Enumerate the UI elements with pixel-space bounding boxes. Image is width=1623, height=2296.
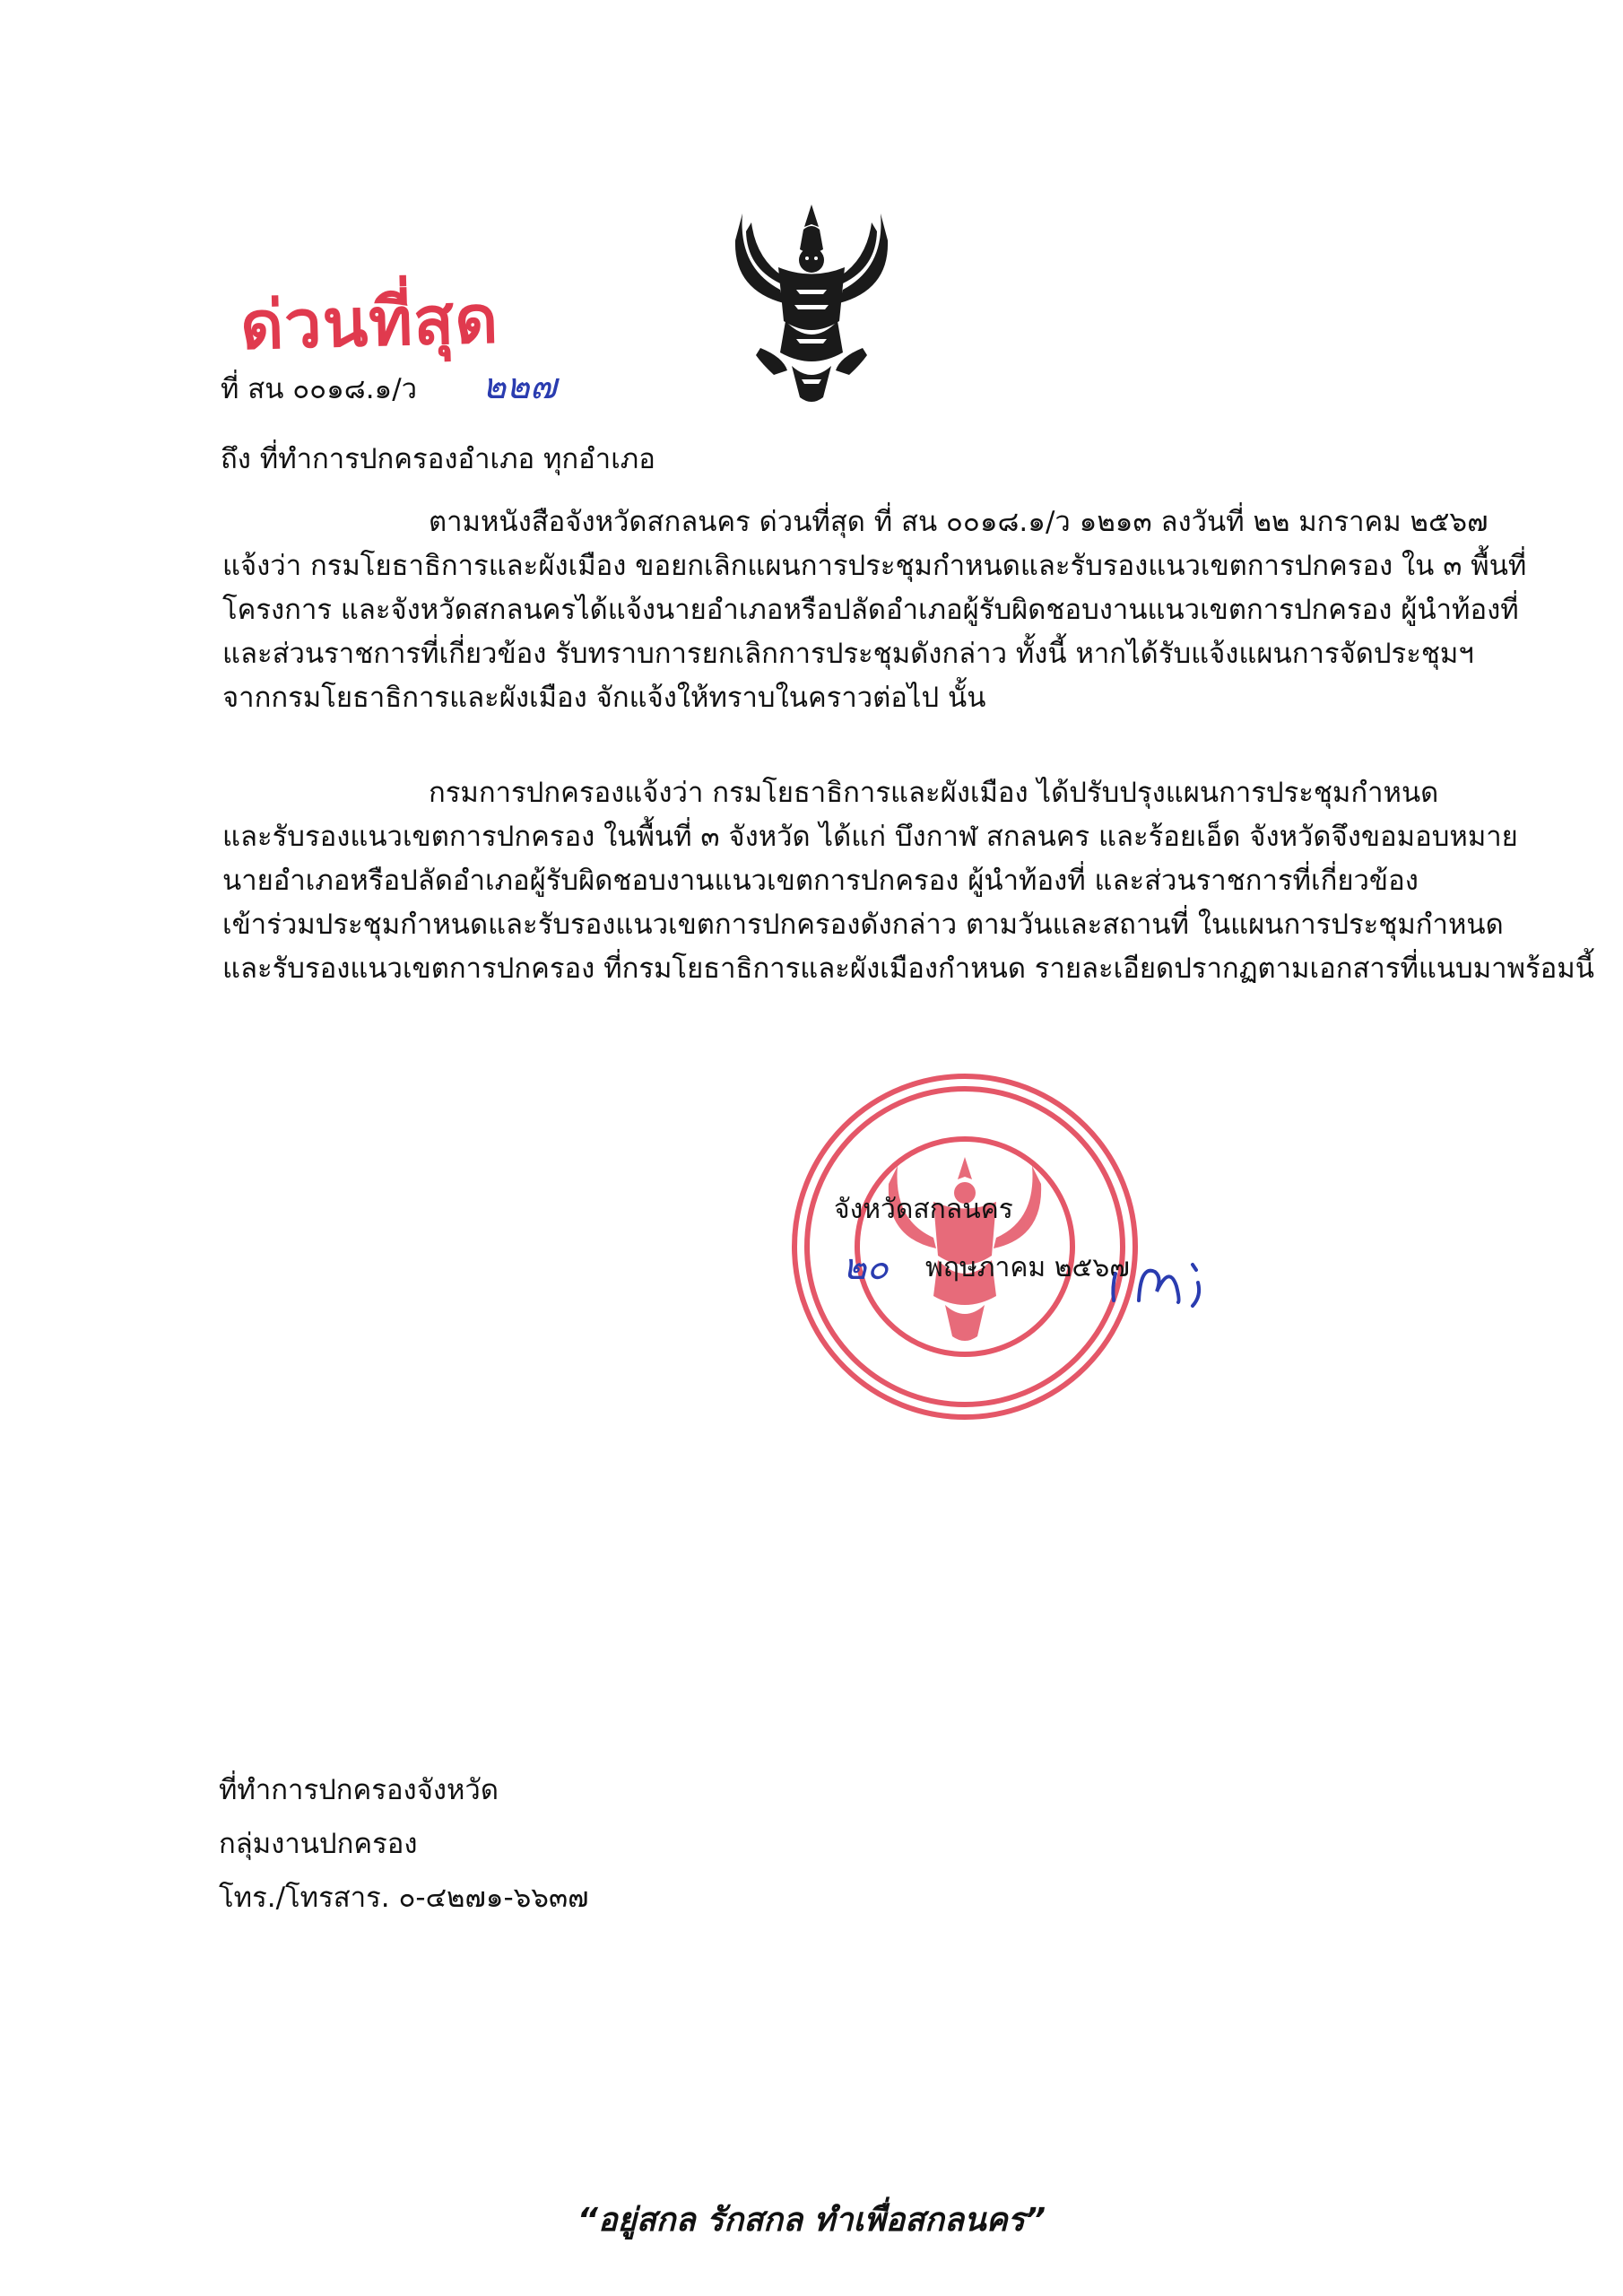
paragraph-line: แจ้งว่า กรมโยธาธิการและผังเมือง ขอยกเลิกแผนการประชุมกำหนดและรับรองแนวเขตการปกครอง ใน ๓ พื้นที่: [222, 550, 1527, 582]
recipient-line: ถึง ที่ทำการปกครองอำเภอ ทุกอำเภอ: [221, 443, 655, 475]
paragraph-line: กรมการปกครองแจ้งว่า กรมโยธาธิการและผังเมือง ได้ปรับปรุงแผนการประชุมกำหนด: [429, 777, 1439, 809]
office-group: กลุ่มงานปกครอง: [219, 1828, 418, 1860]
signature-date: พฤษภาคม ๒๕๖๗: [925, 1252, 1130, 1283]
body-paragraph-1: [222, 504, 1527, 724]
urgent-stamp: ด่วนที่สุด: [239, 281, 500, 365]
paragraph-line: โครงการ และจังหวัดสกลนครได้แจ้งนายอำเภอหรือปลัดอำเภอผู้รับผิดชอบงานแนวเขตการปกครอง ผู้นำท้องที่: [222, 594, 1519, 626]
office-name: ที่ทำการปกครองจังหวัด: [219, 1774, 499, 1806]
paragraph-line: และรับรองแนวเขตการปกครอง ในพื้นที่ ๓ จังหวัด ได้แก่ บึงกาฬ สกลนคร และร้อยเอ็ด จังหวัดจึงขอมอบหมาย: [222, 821, 1518, 853]
paragraph-line: ตามหนังสือจังหวัดสกลนคร ด่วนที่สุด ที่ สน ๐๐๑๘.๑/ว ๑๒๑๓ ลงวันที่ ๒๒ มกราคม ๒๕๖๗: [429, 506, 1488, 538]
paragraph-line: และส่วนราชการที่เกี่ยวข้อง รับทราบการยกเลิกการประชุมดังกล่าว ทั้งนี้ หากได้รับแจ้งแผนการจัดประชุมฯ: [222, 638, 1474, 670]
garuda-emblem: [733, 204, 890, 410]
signature-province: จังหวัดสกลนคร: [834, 1194, 1013, 1225]
document-reference: ที่ สน ๐๐๑๘.๑/ว: [221, 373, 418, 405]
province-motto: “อยู่สกล รักสกล ทำเพื่อสกลนคร”: [577, 2202, 1046, 2239]
body-paragraph-2: [222, 775, 1594, 995]
office-phone: โทร./โทรสาร. ๐-๔๒๗๑-๖๖๓๗: [219, 1882, 589, 1914]
handwritten-reference-number: ๒๒๗: [482, 366, 557, 407]
paragraph-line: นายอำเภอหรือปลัดอำเภอผู้รับผิดชอบงานแนวเขตการปกครอง ผู้นำท้องที่ และส่วนราชการที่เกี่ยวข้อง: [222, 865, 1419, 897]
handwritten-initials: [1103, 1247, 1228, 1322]
paragraph-line: และรับรองแนวเขตการปกครอง ที่กรมโยธาธิการและผังเมืองกำหนด รายละเอียดปรากฏตามเอกสารที่แนบมาพร้อมนี้: [222, 952, 1594, 985]
handwritten-day: ๒๐: [843, 1247, 889, 1288]
paragraph-line: จากกรมโยธาธิการและผังเมือง จักแจ้งให้ทราบในคราวต่อไป นั้น: [222, 682, 986, 714]
paragraph-line: เข้าร่วมประชุมกำหนดและรับรองแนวเขตการปกครองดังกล่าว ตามวันและสถานที่ ในแผนการประชุมกำหนด: [222, 909, 1504, 941]
